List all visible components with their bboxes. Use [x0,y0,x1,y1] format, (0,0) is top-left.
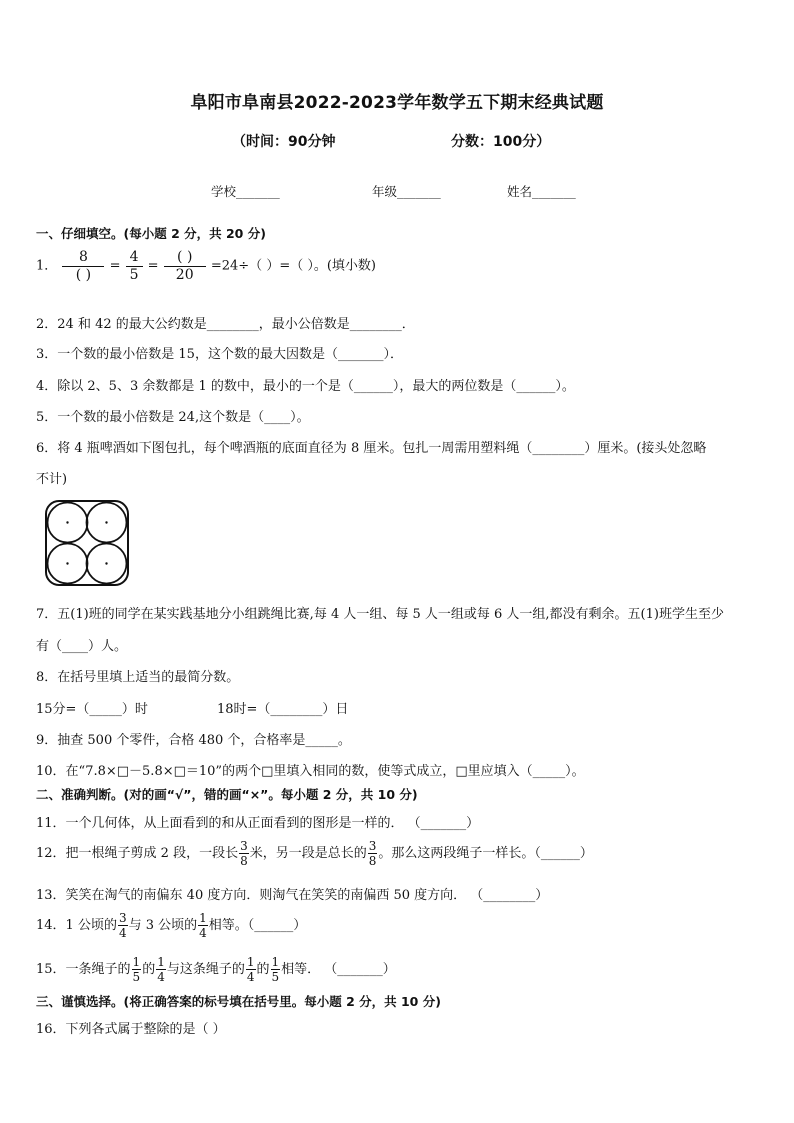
fraction-denominator: 4 [199,926,207,940]
fraction-denominator: 5 [132,970,141,984]
fraction-numerator: 3 [118,911,127,925]
question-8-part-b: 18时=（________）日 [217,702,349,717]
question-11: 11．一个几何体，从上面看到的和从正面看到的图形是一样的． （_______） [36,816,480,831]
question-7-line-2: 有（____）人。 [36,639,128,654]
question-1-tail: =24÷（ ）=（ ）。(填小数) [210,258,376,274]
fraction [156,956,166,983]
fraction-numerator: 1 [157,955,165,969]
fraction-denominator: 4 [157,970,165,984]
wrap-rope [46,501,128,585]
page-title: 阜阳市阜南县2022-2023学年数学五下期末经典试题 [190,93,604,113]
center-dot [105,521,107,523]
question-text: 12．把一根绳子剪成 2 段，一段长 [36,846,239,861]
question-text: 相等。（______） [208,918,307,933]
fraction-numerator: ( ) [164,250,206,267]
question-text: 与这条绳子的 [166,962,245,977]
question-text: 的 [142,962,156,977]
question-text: 相等． （_______） [281,962,396,977]
question-8-part-a: 15分=（_____）时 [36,702,148,717]
fraction [271,956,281,983]
question-5: 5．一个数的最小倍数是 24,这个数是（____）。 [36,410,310,425]
school-field: 学校_______ [211,184,280,199]
question-2: 2．24 和 42 的最大公约数是________，最小公倍数是________． [36,317,415,332]
question-text: 14．1 公顷的 [36,918,117,933]
question-text: 米，另一段是总长的 [249,846,367,861]
question-10: 10．在“7.8×□－5.8×□＝10”的两个□里填入相同的数，使等式成立，□里应填入（_____）。 [36,764,585,779]
question-14 [36,912,306,939]
fraction [118,912,128,939]
section-2-heading: 二、准确判断。(对的画“√”，错的画“×”。每小题 2 分，共 10 分) [36,787,418,802]
question-7-line-1: 7．五(1)班的同学在某实践基地分小组跳绳比赛,每 4 人一组、每 5 人一组或每 6 人一组,都没有剩余。五(1)班学生至少 [36,607,724,622]
question-16: 16．下列各式属于整除的是（ ） [36,1022,226,1037]
center-dot [66,562,68,564]
fraction-numerator: 1 [246,955,255,969]
question-3: 3．一个数的最小倍数是 15，这个数的最大因数是（_______）． [36,347,403,362]
question-9: 9．抽查 500 个零件，合格 480 个，合格率是_____。 [36,733,351,748]
bottles-figure [44,499,130,587]
equals-sign: = [147,258,159,274]
fraction [198,912,208,939]
question-15 [36,956,396,983]
fraction-numerator: 3 [368,839,377,853]
fraction-2 [126,250,143,282]
fraction-numerator: 4 [126,250,143,267]
center-dot [66,521,68,523]
fraction-3 [164,250,206,282]
question-number: 1． [36,258,58,274]
fraction-denominator: 4 [118,926,127,940]
fraction [368,840,378,867]
question-4: 4．除以 2、5、3 余数都是 1 的数中，最小的一个是（______），最大的两位数是（______）。 [36,379,575,394]
fraction-denominator: 5 [271,970,280,984]
question-13: 13．笑笑在淘气的南偏东 40 度方向．则淘气在笑笑的南偏西 50 度方向． （________） [36,888,549,903]
question-6-line-2: 不计) [36,472,68,487]
fraction-numerator: 8 [62,250,104,267]
fraction [246,956,256,983]
fraction-1 [62,250,104,282]
fraction [239,840,249,867]
section-3-heading: 三、谨慎选择。(将正确答案的标号填在括号里。每小题 2 分，共 10 分) [36,994,441,1009]
exam-score: 分数：100分） [451,134,551,150]
name-field: 姓名_______ [507,184,576,199]
exam-time: （时间：90分钟 [232,134,336,150]
question-text: 的 [256,962,270,977]
fraction-denominator: 5 [129,267,139,283]
question-text: 。那么这两段绳子一样长。（______） [378,846,593,861]
fraction-numerator: 1 [199,911,207,925]
fraction-denominator: 20 [175,267,194,283]
question-text: 15．一条绳子的 [36,962,131,977]
question-8: 8．在括号里填上适当的最简分数。 [36,670,240,685]
equals-sign: = [109,258,121,274]
fraction-numerator: 3 [240,839,248,853]
fraction [132,956,142,983]
fraction-denominator: ( ) [75,267,92,283]
fraction-denominator: 8 [368,854,377,868]
question-text: 与 3 公顷的 [128,918,198,933]
section-1-heading: 一、仔细填空。(每小题 2 分，共 20 分) [36,226,266,241]
center-dot [105,562,107,564]
fraction-numerator: 1 [271,955,280,969]
question-1 [36,250,376,282]
question-6-line-1: 6．将 4 瓶啤酒如下图包扎，每个啤酒瓶的底面直径为 8 厘米。包扎一周需用塑料绳（________）厘米。(接头处忽略 [36,441,707,456]
fraction-numerator: 1 [132,955,141,969]
question-12 [36,840,593,867]
fraction-denominator: 8 [240,854,248,868]
grade-field: 年级_______ [372,184,441,199]
fraction-denominator: 4 [246,970,255,984]
